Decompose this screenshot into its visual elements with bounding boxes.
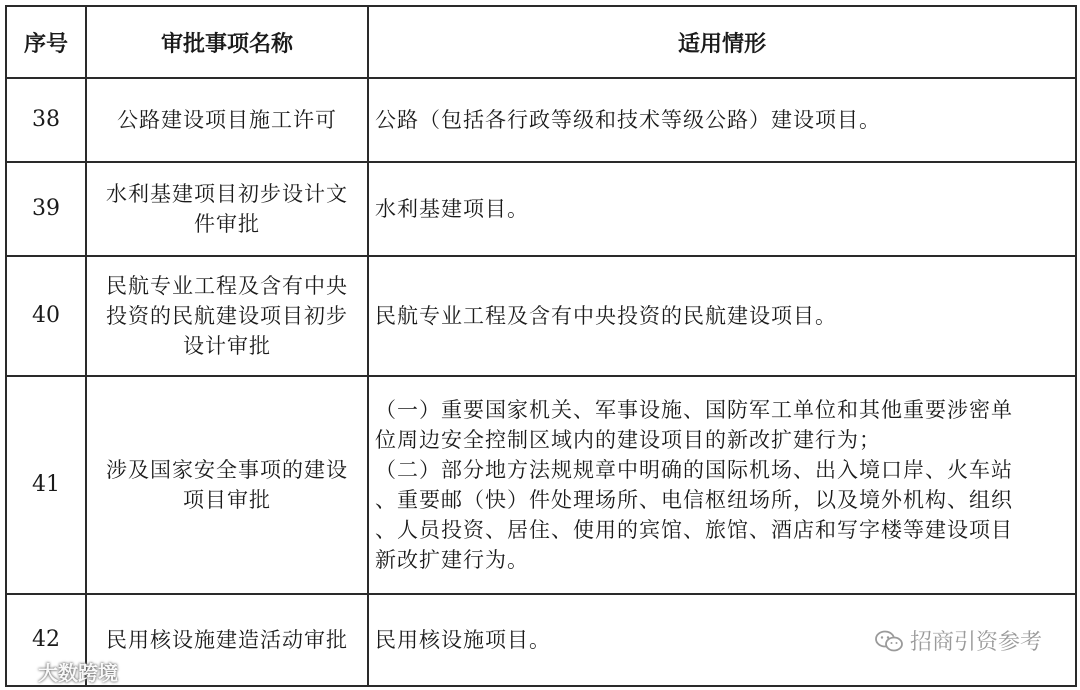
- header-name: 审批事项名称: [86, 6, 368, 78]
- row-name: [86, 78, 368, 162]
- row-condition: [368, 162, 1076, 256]
- row-condition-line: 民航专业工程及含有中央投资的民航建设项目。: [375, 304, 837, 328]
- row-num: 42: [6, 594, 86, 686]
- watermark-left-text: 大数跨境: [38, 661, 118, 685]
- table-row: [6, 78, 1076, 162]
- row-name-line: 民航专业工程及含有中央: [106, 274, 348, 298]
- row-num: 40: [6, 256, 86, 376]
- approval-table-sheet: [5, 5, 1075, 686]
- table-row: [6, 162, 1076, 256]
- row-condition-line: 、重要邮（快）件处理场所、电信枢纽场所，以及境外机构、组织: [375, 488, 1013, 512]
- table-row: [6, 256, 1076, 376]
- watermark-right: [874, 625, 1042, 656]
- watermark-right-text: 招商引资参考: [909, 630, 1042, 655]
- row-condition-line: 新改扩建行为。: [375, 548, 529, 572]
- row-condition-line: 位周边安全控制区域内的建设项目的新改扩建行为；: [375, 428, 881, 452]
- row-condition-line: 水利基建项目。: [375, 197, 529, 221]
- row-name-line: 件审批: [194, 212, 260, 236]
- row-condition-line: 公路（包括各行政等级和技术等级公路）建设项目。: [375, 108, 881, 132]
- row-condition-line: 、人员投资、居住、使用的宾馆、旅馆、酒店和写字楼等建设项目: [375, 518, 1013, 542]
- row-num: 38: [6, 78, 86, 162]
- row-name: [86, 376, 368, 594]
- row-name-line: 设计审批: [183, 334, 271, 358]
- row-condition-line: （二）部分地方法规规章中明确的国际机场、出入境口岸、火车站: [375, 458, 1013, 482]
- row-name-line: 水利基建项目初步设计文: [106, 182, 348, 206]
- header-num: 序号: [6, 6, 86, 78]
- approval-table: [5, 5, 1077, 687]
- row-name-line: 涉及国家安全事项的建设: [106, 458, 348, 482]
- row-num: 41: [6, 376, 86, 594]
- row-num: 39: [6, 162, 86, 256]
- row-name-line: 项目审批: [183, 488, 271, 512]
- row-condition: [368, 376, 1076, 594]
- table-row: [6, 376, 1076, 594]
- wechat-icon: [874, 629, 904, 653]
- table-header-row: [6, 6, 1076, 78]
- row-condition-line: （一）重要国家机关、军事设施、国防军工单位和其他重要涉密单: [375, 398, 1013, 422]
- row-name: [86, 162, 368, 256]
- row-name-line: 公路建设项目施工许可: [117, 108, 337, 132]
- row-condition-line: 民用核设施项目。: [375, 628, 551, 652]
- row-condition: [368, 256, 1076, 376]
- row-name: [86, 256, 368, 376]
- row-name-line: 投资的民航建设项目初步: [106, 304, 348, 328]
- row-name: [86, 594, 368, 686]
- logo-icon: [6, 661, 34, 683]
- row-name-line: 民用核设施建造活动审批: [106, 628, 348, 652]
- header-cond: 适用情形: [368, 6, 1076, 78]
- watermark-left: [6, 657, 118, 686]
- row-condition: [368, 78, 1076, 162]
